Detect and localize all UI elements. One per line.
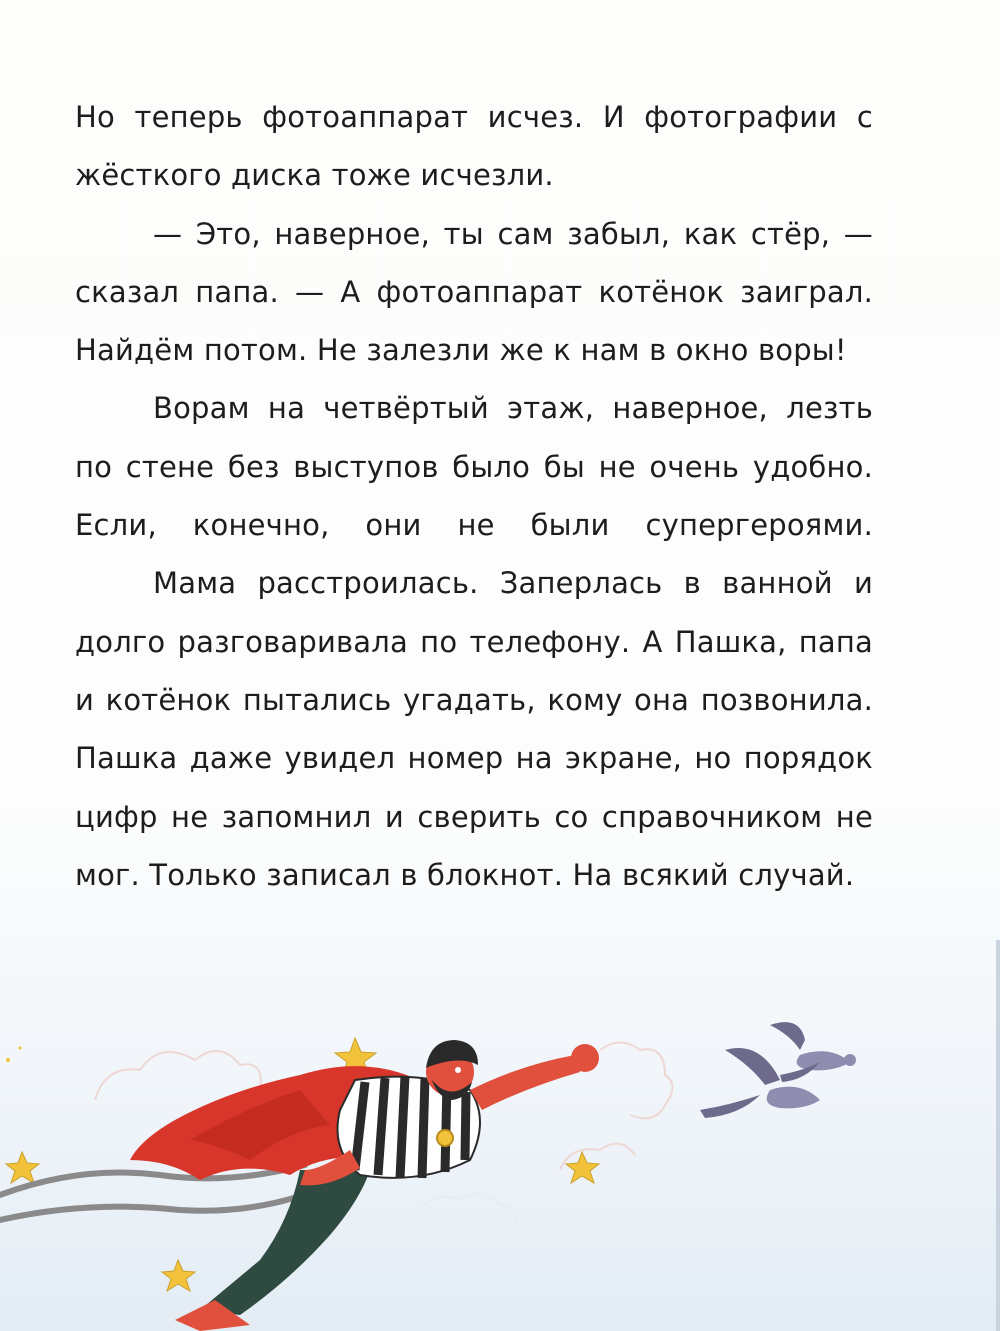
pigeon-icon bbox=[770, 1022, 856, 1082]
paragraph-3: Ворам на четвёртый этаж, наверное, лезть по стене без выступов было бы не очень удобно. Если, конечно, они не были супергероями. bbox=[75, 391, 873, 543]
rope-icon bbox=[0, 1165, 330, 1220]
flying-superhero-thief-icon bbox=[130, 1040, 599, 1331]
pigeons-icon bbox=[700, 1022, 856, 1118]
paragraph-4: Мама расстроилась. Заперлась в ванной и долго разговаривала по телефону. А Пашка, папа и котёнок пытались угадать, кому она позвонила. Пашка даже увидел номер на экране, но порядок цифр не запомнил и сверить со справочником не мог. Только записал в блокнот. На всякий случай. bbox=[75, 566, 873, 892]
paragraph-1: Но теперь фотоаппарат исчез. И фотографии с жёсткого диска тоже исчезли. bbox=[75, 100, 873, 193]
flying-hero-illustration bbox=[0, 1010, 1000, 1331]
paragraph-2: — Это, наверное, ты сам забыл, как стёр, — сказал папа. — А фотоаппарат котёнок заиграл. Найдём потом. Не залезли же к нам в окно воры! bbox=[75, 216, 873, 368]
page-edge bbox=[996, 940, 1000, 1331]
sparkle-dots bbox=[6, 1047, 22, 1063]
story-text bbox=[75, 88, 873, 904]
